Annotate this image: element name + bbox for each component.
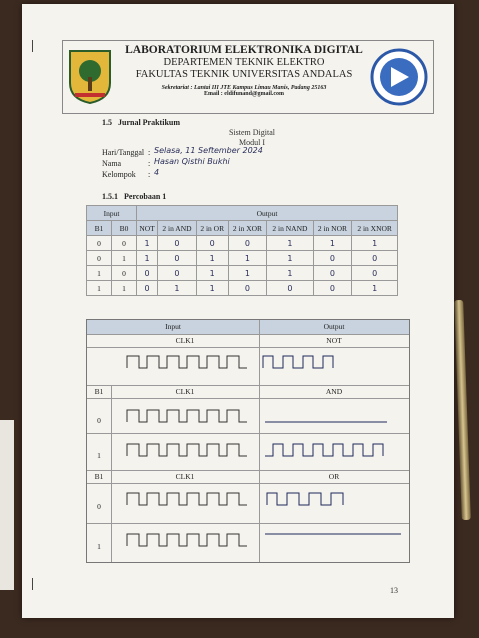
row-zero-label: 0: [97, 416, 101, 425]
table-cell: 0: [158, 266, 197, 281]
table-cell: 0: [158, 251, 197, 266]
module-title: Modul I: [239, 138, 265, 147]
field-date-label: Hari/Tanggal: [102, 148, 145, 157]
clk-waveform: [127, 444, 247, 456]
clk-label: CLK1: [175, 472, 195, 481]
pen: [454, 300, 471, 520]
header-or: 2 in OR: [196, 221, 228, 236]
field-sep: :: [148, 159, 151, 168]
table-cell: 1: [158, 281, 197, 296]
header-not: NOT: [137, 221, 158, 236]
table-cell: 1: [196, 266, 228, 281]
margin-mark: [32, 40, 33, 52]
page-number: 13: [390, 586, 398, 595]
table-cell: 0: [352, 266, 398, 281]
table-row: [87, 281, 398, 296]
truth-table-group-row: [87, 206, 398, 221]
b1-label: B1: [94, 472, 104, 481]
table-cell: 0: [87, 236, 112, 251]
clk-waveform: [127, 410, 247, 422]
margin-mark: [32, 578, 33, 590]
table-cell: 0: [228, 281, 267, 296]
table-cell: 0: [196, 236, 228, 251]
table-cell: 1: [87, 281, 112, 296]
table-cell: 1: [137, 236, 158, 251]
table-cell: 0: [313, 251, 352, 266]
department-name: DEPARTEMEN TEKNIK ELEKTRO: [163, 57, 325, 68]
university-logo-icon: [67, 47, 113, 105]
table-cell: 0: [313, 266, 352, 281]
header-nand: 2 in NAND: [267, 221, 313, 236]
table-cell: 0: [352, 251, 398, 266]
table-cell: 0: [137, 266, 158, 281]
and-label: AND: [325, 387, 343, 396]
table-cell: 1: [313, 236, 352, 251]
section-number: 1.5: [102, 118, 112, 127]
table-cell: 1: [87, 266, 112, 281]
lab-name: LABORATORIUM ELEKTRONIKA DIGITAL: [125, 44, 363, 56]
faculty-name: FAKULTAS TEKNIK UNIVERSITAS ANDALAS: [135, 69, 353, 80]
clk-label: CLK1: [175, 336, 195, 345]
header-b0: B0: [112, 221, 137, 236]
table-cell: 1: [267, 236, 313, 251]
field-group-value: 4: [154, 168, 160, 177]
header-xor: 2 in XOR: [228, 221, 267, 236]
header-b1: B1: [87, 221, 112, 236]
or-output-zero-waveform: [267, 493, 343, 505]
desk-surface: [0, 420, 14, 590]
table-cell: 0: [112, 266, 137, 281]
table-row: [87, 251, 398, 266]
table-cell: 1: [112, 251, 137, 266]
row-zero-label: 0: [97, 502, 101, 511]
email: Email : eldifunand@gmail.com: [203, 91, 285, 97]
table-cell: 1: [137, 251, 158, 266]
table-cell: 1: [196, 251, 228, 266]
timing-output-header: Output: [323, 322, 345, 331]
timing-diagram-table: [86, 319, 410, 563]
table-cell: 1: [228, 266, 267, 281]
input-group-header: Input: [87, 206, 137, 221]
table-cell: 1: [267, 251, 313, 266]
table-cell: 0: [87, 251, 112, 266]
clk-label: CLK1: [175, 387, 195, 396]
table-cell: 0: [267, 281, 313, 296]
field-name-value: Hasan Qisthi Bukhi: [154, 157, 230, 166]
header-and: 2 in AND: [158, 221, 197, 236]
output-group-header: Output: [137, 206, 398, 221]
section-title: Jurnal Praktikum: [118, 118, 181, 127]
table-cell: 1: [267, 266, 313, 281]
and-output-one-waveform: [265, 444, 383, 456]
letterhead: [62, 40, 434, 114]
table-cell: 1: [352, 281, 398, 296]
row-one-label: 1: [97, 542, 101, 551]
field-sep: :: [148, 170, 151, 179]
clk-waveform: [127, 534, 247, 546]
header-xnor: 2 in XNOR: [352, 221, 398, 236]
waveforms: [87, 320, 409, 562]
or-label: OR: [328, 472, 340, 481]
clk-waveform: [127, 493, 247, 505]
row-one-label: 1: [97, 451, 101, 460]
table-cell: 1: [352, 236, 398, 251]
timing-input-header: Input: [165, 322, 181, 331]
header-nor: 2 in NOR: [313, 221, 352, 236]
address: Sekretariat : Lantai III JTE Kampus Limau Manis, Padang 25163: [161, 85, 327, 91]
truth-table-header-row: [87, 221, 398, 236]
table-cell: 0: [228, 236, 267, 251]
b1-label: B1: [94, 387, 104, 396]
course-title: Sistem Digital: [229, 128, 275, 137]
table-cell: 0: [112, 236, 137, 251]
table-row: [87, 266, 398, 281]
field-group-label: Kelompok: [102, 170, 136, 179]
clk-waveform: [127, 356, 247, 368]
table-cell: 1: [196, 281, 228, 296]
table-cell: 1: [112, 281, 137, 296]
not-label: NOT: [326, 336, 342, 345]
table-cell: 0: [313, 281, 352, 296]
subsection-title: Percobaan 1: [124, 192, 167, 201]
lab-logo-icon: [369, 47, 429, 107]
table-cell: 0: [137, 281, 158, 296]
truth-table: [86, 205, 398, 296]
not-output-waveform: [263, 356, 333, 368]
field-sep: :: [148, 148, 151, 157]
subsection-number: 1.5.1: [102, 192, 118, 201]
field-date-value: Selasa, 11 Seftember 2024: [154, 146, 263, 155]
table-cell: 1: [228, 251, 267, 266]
field-name-label: Nama: [102, 159, 122, 168]
table-row: [87, 236, 398, 251]
table-cell: 0: [158, 236, 197, 251]
